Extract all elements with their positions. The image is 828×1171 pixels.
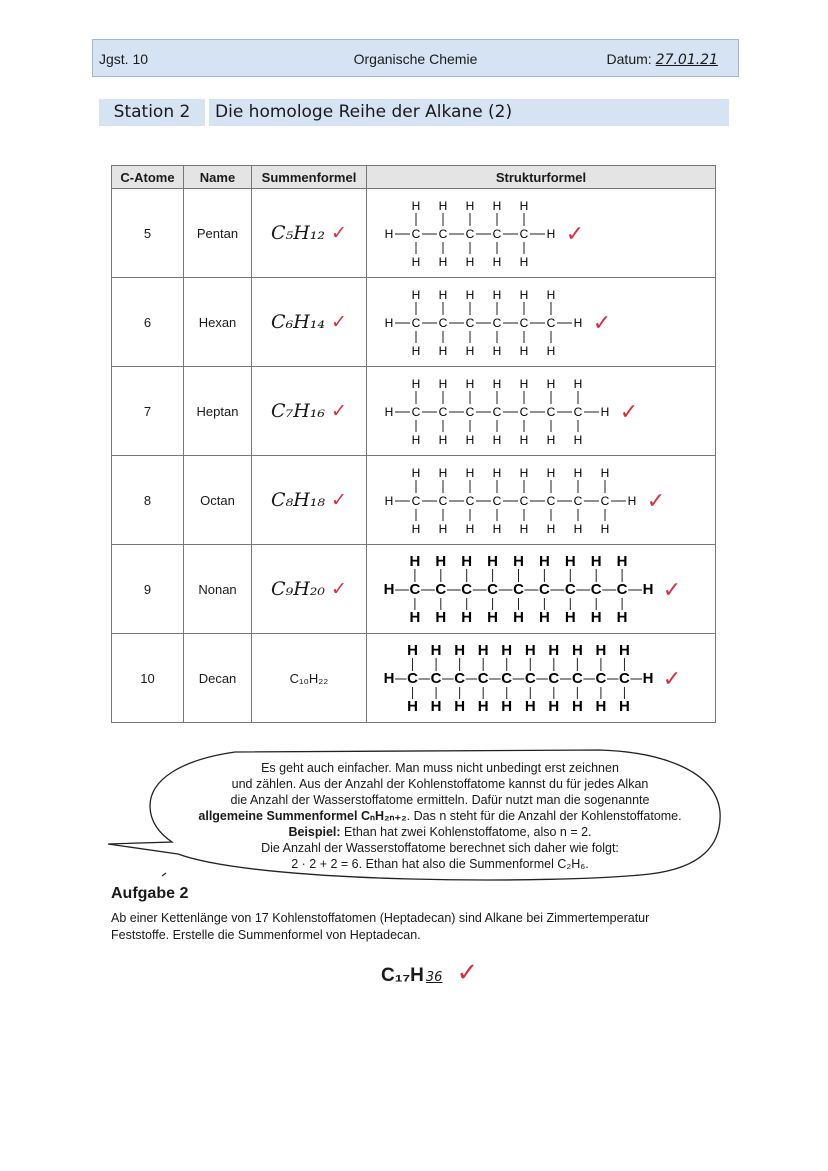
hydrogen-atom: H (492, 433, 502, 447)
carbon-atom: C (411, 316, 421, 330)
bubble-line: und zählen. Aus der Anzahl der Kohlenstoffatome kannst du für jedes Alkan (231, 777, 649, 791)
structural-formula (367, 545, 716, 634)
c-atom-count: 5 (112, 189, 184, 278)
hydrogen-atom: H (411, 522, 421, 536)
bubble-line: Es geht auch einfacher. Man muss nicht unbedingt erst zeichnen (261, 761, 619, 775)
formula-h: H₂₀ (293, 578, 325, 600)
carbon-atom: C (461, 581, 473, 598)
alkane-name: Octan (184, 456, 252, 545)
hydrogen-atom: H (411, 377, 421, 391)
carbon-atom: C (492, 316, 502, 330)
hydrogen-atom: H (430, 642, 442, 659)
carbon-atom: C (465, 405, 475, 419)
formula-c: C₇ (271, 400, 294, 422)
station-title: Die homologe Reihe der Alkane (2) (215, 102, 513, 122)
speech-bubble-text (160, 760, 720, 872)
hydrogen-atom: H (548, 698, 560, 715)
bubble-line (160, 808, 720, 824)
hydrogen-atom: H (546, 227, 556, 241)
formula-h: H₁₂ (293, 222, 325, 244)
task-line: Feststoffe. Erstelle die Summenformel von Heptadecan. (111, 928, 421, 942)
hydrogen-atom: H (538, 553, 550, 570)
hydrogen-atom: H (438, 344, 448, 358)
molecular-formula (252, 456, 367, 545)
hydrogen-atom: H (407, 698, 418, 715)
hydrogen-atom: H (465, 466, 475, 480)
hydrogen-atom: H (600, 522, 610, 536)
carbon-atom: C (492, 405, 502, 419)
hydrogen-atom: H (513, 553, 524, 570)
alkane-name: Pentan (184, 189, 252, 278)
hydrogen-atom: H (571, 642, 583, 659)
hydrogen-atom: H (384, 405, 394, 419)
hydrogen-atom: H (573, 466, 583, 480)
check-mark-icon: ✓ (331, 222, 347, 244)
molecular-formula (252, 278, 367, 367)
carbon-atom: C (513, 581, 524, 598)
hydrogen-atom: H (438, 433, 448, 447)
hydrogen-atom: H (411, 199, 421, 213)
hydrogen-atom: H (383, 670, 395, 687)
check-mark-icon: ✓ (456, 957, 479, 987)
hydrogen-atom: H (409, 553, 421, 570)
carbon-atom: C (411, 227, 421, 241)
hydrogen-atom: H (524, 698, 536, 715)
alkane-name: Hexan (184, 278, 252, 367)
hydrogen-atom: H (501, 642, 513, 659)
hydrogen-atom: H (564, 553, 576, 570)
hydrogen-atom: H (384, 316, 394, 330)
bubble-line (160, 824, 720, 840)
molecular-formula (252, 545, 367, 634)
formula-c: C₉ (271, 578, 294, 600)
hydrogen-atom: H (492, 199, 502, 213)
bubble-line-rest: Ethan hat zwei Kohlenstoffatome, also n = 2. (340, 825, 592, 839)
station-separator (205, 99, 209, 126)
bubble-line: Die Anzahl der Wasserstoffatome berechnet sich daher wie folgt: (261, 841, 619, 855)
structural-formula (367, 634, 716, 723)
hydrogen-atom: H (411, 466, 421, 480)
carbon-atom: C (477, 670, 489, 687)
hydrogen-atom: H (411, 288, 421, 302)
check-mark-icon: ✓ (662, 666, 682, 691)
carbon-atom: C (438, 316, 448, 330)
hydrogen-atom: H (411, 255, 421, 269)
table-row (112, 634, 716, 723)
hydrogen-atom: H (411, 344, 421, 358)
check-mark-icon: ✓ (331, 578, 347, 600)
alkane-name: Nonan (184, 545, 252, 634)
hydrogen-atom: H (519, 344, 529, 358)
hydrogen-atom: H (524, 642, 536, 659)
general-formula: allgemeine Summenformel CₙH₂ₙ₊₂ (198, 809, 407, 823)
hydrogen-atom: H (465, 255, 475, 269)
carbon-atom: C (492, 494, 502, 508)
hydrogen-atom: H (465, 377, 475, 391)
alkane-table (111, 165, 716, 723)
hydrogen-atom: H (487, 609, 499, 626)
hydrogen-atom: H (519, 288, 529, 302)
bubble-line: 2 · 2 + 2 = 6. Ethan hat also die Summenformel C₂H₆. (291, 857, 589, 871)
formula-c: C₆ (271, 311, 294, 333)
carbon-atom: C (465, 316, 475, 330)
task-line: Ab einer Kettenlänge von 17 Kohlenstoffatomen (Heptadecan) sind Alkane bei Zimmertemperatur (111, 911, 650, 925)
hydrogen-atom: H (546, 344, 556, 358)
check-mark-icon: ✓ (662, 577, 682, 602)
answer-prefix: C₁₇H (381, 965, 424, 986)
alkane-name: Heptan (184, 367, 252, 456)
table-row (112, 367, 716, 456)
carbon-atom: C (573, 494, 583, 508)
hydrogen-atom: H (616, 553, 628, 570)
carbon-atom: C (538, 581, 550, 598)
hydrogen-atom: H (409, 609, 421, 626)
carbon-atom: C (571, 670, 583, 687)
hydrogen-atom: H (492, 522, 502, 536)
bubble-line-rest: . Das n steht für die Anzahl der Kohlenstoffatome. (406, 809, 682, 823)
hydrogen-atom: H (600, 466, 610, 480)
table-header-row (112, 166, 716, 189)
hydrogen-atom: H (546, 466, 556, 480)
task-text (111, 910, 731, 944)
date-field (607, 51, 726, 68)
hydrogen-atom: H (477, 642, 489, 659)
hydrogen-atom: H (492, 466, 502, 480)
carbon-atom: C (454, 670, 466, 687)
formula-h: H₂₂ (308, 670, 329, 686)
formula-h: H₁₈ (293, 489, 325, 511)
carbon-atom: C (407, 670, 418, 687)
c-atom-count: 8 (112, 456, 184, 545)
carbon-atom: C (409, 581, 421, 598)
hydrogen-atom: H (438, 199, 448, 213)
table-row (112, 456, 716, 545)
carbon-atom: C (590, 581, 602, 598)
hydrogen-atom: H (548, 642, 560, 659)
hydrogen-atom: H (519, 255, 529, 269)
hydrogen-atom: H (513, 609, 524, 626)
hydrogen-atom: H (492, 344, 502, 358)
c-atom-count: 10 (112, 634, 184, 723)
hydrogen-atom: H (546, 288, 556, 302)
col-header-formula: Summenformel (252, 166, 367, 189)
carbon-atom: C (600, 494, 610, 508)
col-header-name: Name (184, 166, 252, 189)
carbon-atom: C (501, 670, 513, 687)
date-value: 27.01.21 (655, 52, 718, 68)
hydrogen-atom: H (571, 698, 583, 715)
hydrogen-atom: H (590, 609, 602, 626)
table-row (112, 278, 716, 367)
formula-h: H₁₄ (293, 311, 325, 333)
molecular-formula (252, 189, 367, 278)
carbon-atom: C (573, 405, 583, 419)
carbon-atom: C (411, 494, 421, 508)
hydrogen-atom: H (564, 609, 576, 626)
carbon-atom: C (519, 494, 529, 508)
check-mark-icon: ✓ (565, 221, 585, 246)
structural-formula (367, 278, 716, 367)
hydrogen-atom: H (383, 581, 395, 598)
hydrogen-atom: H (461, 609, 473, 626)
hydrogen-atom: H (492, 288, 502, 302)
hydrogen-atom: H (407, 642, 418, 659)
check-mark-icon: ✓ (592, 310, 612, 335)
carbon-atom: C (546, 316, 556, 330)
hydrogen-atom: H (465, 522, 475, 536)
answer-handwritten: 36 (425, 970, 443, 985)
hydrogen-atom: H (487, 553, 499, 570)
formula-c: C₁₀ (289, 670, 309, 686)
structure-drawing (367, 545, 716, 633)
structure-drawing (367, 278, 716, 366)
c-atom-count: 7 (112, 367, 184, 456)
structure-drawing (367, 634, 716, 722)
hydrogen-atom: H (411, 433, 421, 447)
hydrogen-atom: H (430, 698, 442, 715)
carbon-atom: C (546, 405, 556, 419)
bubble-line: die Anzahl der Wasserstoffatome ermitteln. Dafür nutzt man die sogenannte (230, 793, 650, 807)
carbon-atom: C (411, 405, 421, 419)
hydrogen-atom: H (590, 553, 602, 570)
check-mark-icon: ✓ (619, 399, 639, 424)
formula-c: C₈ (271, 489, 294, 511)
structural-formula (367, 367, 716, 456)
hydrogen-atom: H (435, 553, 447, 570)
carbon-atom: C (546, 494, 556, 508)
carbon-atom: C (438, 494, 448, 508)
hydrogen-atom: H (595, 698, 607, 715)
hydrogen-atom: H (538, 609, 550, 626)
hydrogen-atom: H (461, 553, 473, 570)
station-label: Station 2 (113, 102, 191, 122)
hydrogen-atom: H (546, 433, 556, 447)
hydrogen-atom: H (546, 522, 556, 536)
carbon-atom: C (492, 227, 502, 241)
hydrogen-atom: H (546, 377, 556, 391)
hydrogen-atom: H (438, 288, 448, 302)
check-mark-icon: ✓ (331, 311, 347, 333)
date-label: Datum: (606, 51, 652, 67)
table-row (112, 545, 716, 634)
hydrogen-atom: H (519, 199, 529, 213)
molecular-formula (252, 367, 367, 456)
formula-h: H₁₆ (293, 400, 325, 422)
carbon-atom: C (519, 405, 529, 419)
formula-c: C₅ (271, 222, 294, 244)
hydrogen-atom: H (492, 255, 502, 269)
task-title: Aufgabe 2 (111, 885, 189, 902)
hydrogen-atom: H (438, 255, 448, 269)
page-header (92, 39, 739, 77)
hydrogen-atom: H (616, 609, 628, 626)
hydrogen-atom: H (438, 466, 448, 480)
carbon-atom: C (438, 227, 448, 241)
hydrogen-atom: H (600, 405, 610, 419)
hydrogen-atom: H (619, 642, 630, 659)
check-mark-icon: ✓ (646, 488, 666, 513)
carbon-atom: C (519, 316, 529, 330)
carbon-atom: C (595, 670, 607, 687)
hydrogen-atom: H (519, 377, 529, 391)
task-answer (381, 957, 478, 988)
structure-drawing (367, 367, 716, 455)
carbon-atom: C (619, 670, 630, 687)
hydrogen-atom: H (477, 698, 489, 715)
molecular-formula (252, 634, 367, 723)
structural-formula (367, 189, 716, 278)
hydrogen-atom: H (438, 522, 448, 536)
example-label: Beispiel: (288, 825, 341, 839)
hydrogen-atom: H (492, 377, 502, 391)
carbon-atom: C (564, 581, 576, 598)
carbon-atom: C (430, 670, 442, 687)
hydrogen-atom: H (465, 199, 475, 213)
c-atom-count: 6 (112, 278, 184, 367)
hydrogen-atom: H (573, 433, 583, 447)
structure-drawing (367, 456, 716, 544)
carbon-atom: C (465, 227, 475, 241)
carbon-atom: C (616, 581, 628, 598)
col-header-structure: Strukturformel (367, 166, 716, 189)
hydrogen-atom: H (501, 698, 513, 715)
hydrogen-atom: H (519, 466, 529, 480)
hydrogen-atom: H (465, 344, 475, 358)
hydrogen-atom: H (573, 522, 583, 536)
hydrogen-atom: H (465, 288, 475, 302)
table-row (112, 189, 716, 278)
hydrogen-atom: H (454, 642, 466, 659)
hydrogen-atom: H (642, 670, 654, 687)
hydrogen-atom: H (454, 698, 466, 715)
col-header-c-atoms: C-Atome (112, 166, 184, 189)
hydrogen-atom: H (642, 581, 654, 598)
alkane-name: Decan (184, 634, 252, 723)
carbon-atom: C (435, 581, 447, 598)
carbon-atom: C (438, 405, 448, 419)
carbon-atom: C (519, 227, 529, 241)
hydrogen-atom: H (519, 522, 529, 536)
carbon-atom: C (548, 670, 560, 687)
hydrogen-atom: H (465, 433, 475, 447)
carbon-atom: C (524, 670, 536, 687)
grade-label: Jgst. 10 (99, 51, 149, 67)
c-atom-count: 9 (112, 545, 184, 634)
hydrogen-atom: H (573, 316, 583, 330)
station-banner (99, 99, 729, 126)
carbon-atom: C (487, 581, 499, 598)
check-mark-icon: ✓ (331, 400, 347, 422)
hydrogen-atom: H (384, 227, 394, 241)
hydrogen-atom: H (435, 609, 447, 626)
carbon-atom: C (465, 494, 475, 508)
hydrogen-atom: H (627, 494, 637, 508)
hydrogen-atom: H (619, 698, 630, 715)
structure-drawing (367, 189, 716, 277)
check-mark-icon: ✓ (331, 489, 347, 511)
structural-formula (367, 456, 716, 545)
hydrogen-atom: H (595, 642, 607, 659)
subject-label: Organische Chemie (353, 51, 478, 67)
hydrogen-atom: H (438, 377, 448, 391)
hydrogen-atom: H (573, 377, 583, 391)
hydrogen-atom: H (384, 494, 394, 508)
hydrogen-atom: H (519, 433, 529, 447)
